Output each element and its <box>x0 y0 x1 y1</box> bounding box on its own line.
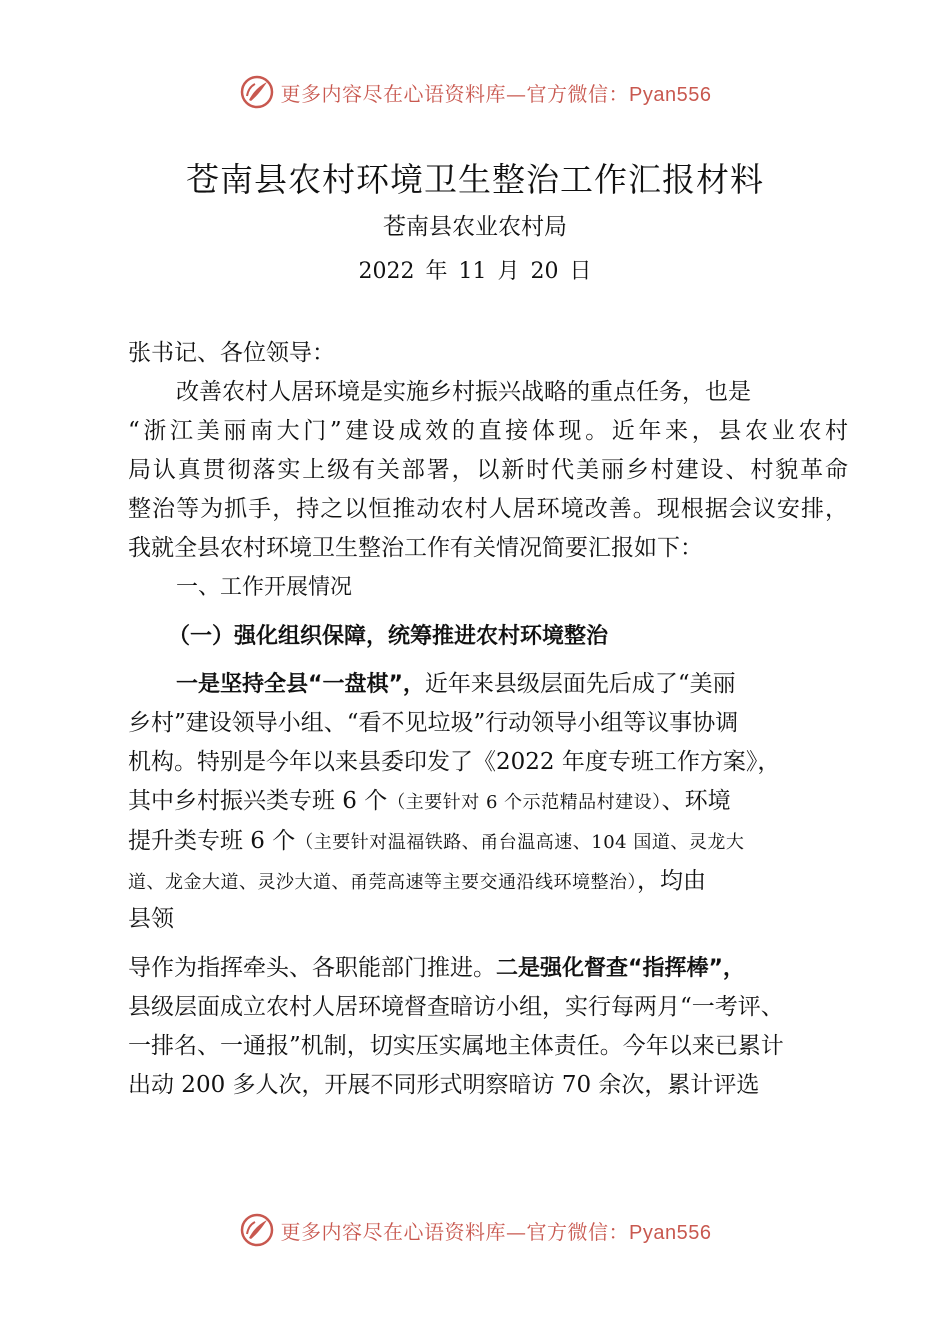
paragraph-line: 一排名、一通报”机制，切实压实属地主体责任。今年以来已累计 <box>128 1033 784 1059</box>
document-date: 2022 年 11 月 20 日 <box>358 259 592 284</box>
salutation: 张书记、各位领导： <box>128 340 335 366</box>
paragraph-line: 出动 200 多人次，开展不同形式明察暗访 70 余次，累计评选 <box>128 1072 760 1098</box>
flame-pen-icon <box>239 74 275 110</box>
section-heading: 一、工作开展情况 <box>176 575 353 600</box>
watermark-text: 更多内容尽在心语资料库—官方微信：Pyan556 <box>280 1219 712 1244</box>
intro-line: 局认真贯彻落实上级有关部署，以新时代美丽乡村建设、村貌革命 <box>128 457 848 483</box>
intro-line: “浙江美丽南大门”建设成效的直接体现。近年来，县农业农村 <box>128 418 848 444</box>
paragraph-line: 县级层面成立农村人居环境督查暗访小组，实行每两月“一考评、 <box>128 994 784 1020</box>
intro-line: 改善农村人居环境是实施乡村振兴战略的重点任务，也是 <box>176 379 751 405</box>
paragraph-line: 机构。特别是今年以来县委印发了《2022 年度专班工作方案》， <box>128 749 781 775</box>
document-title: 苍南县农村环境卫生整治工作汇报材料 <box>186 160 764 199</box>
paragraph-line: 导作为指挥牵头、各职能部门推进。二是强化督查“指挥棒”， <box>128 955 745 981</box>
paragraph-line: 乡村”建设领导小组、“看不见垃圾”行动领导小组等议事协调 <box>128 710 739 736</box>
watermark-text: 更多内容尽在心语资料库—官方微信：Pyan556 <box>280 81 712 106</box>
paragraph-line: 道、龙金大道、灵沙大道、甬莞高速等主要交通沿线环境整治），均由 <box>128 868 706 894</box>
intro-line: 我就全县农村环境卫生整治工作有关情况简要汇报如下： <box>128 535 703 561</box>
paragraph-line: 提升类专班 6 个（主要针对温福铁路、甬台温高速、104 国道、灵龙大 <box>128 828 745 854</box>
flame-pen-icon <box>239 1212 275 1248</box>
paragraph-line: 一是坚持全县“一盘棋”，近年来县级层面先后成了“美丽 <box>176 671 736 697</box>
paragraph-line: 其中乡村振兴类专班 6 个（主要针对 6 个示范精品村建设）、环境 <box>128 788 731 814</box>
document-organization: 苍南县农业农村局 <box>383 214 567 240</box>
paragraph-line: 县领 <box>128 906 174 932</box>
watermark-header <box>0 72 950 112</box>
watermark-footer <box>0 1210 950 1250</box>
intro-line: 整治等为抓手，持之以恒推动农村人居环境改善。现根据会议安排， <box>128 496 848 522</box>
subsection-heading: （一）强化组织保障，统筹推进农村环境整治 <box>168 624 609 649</box>
